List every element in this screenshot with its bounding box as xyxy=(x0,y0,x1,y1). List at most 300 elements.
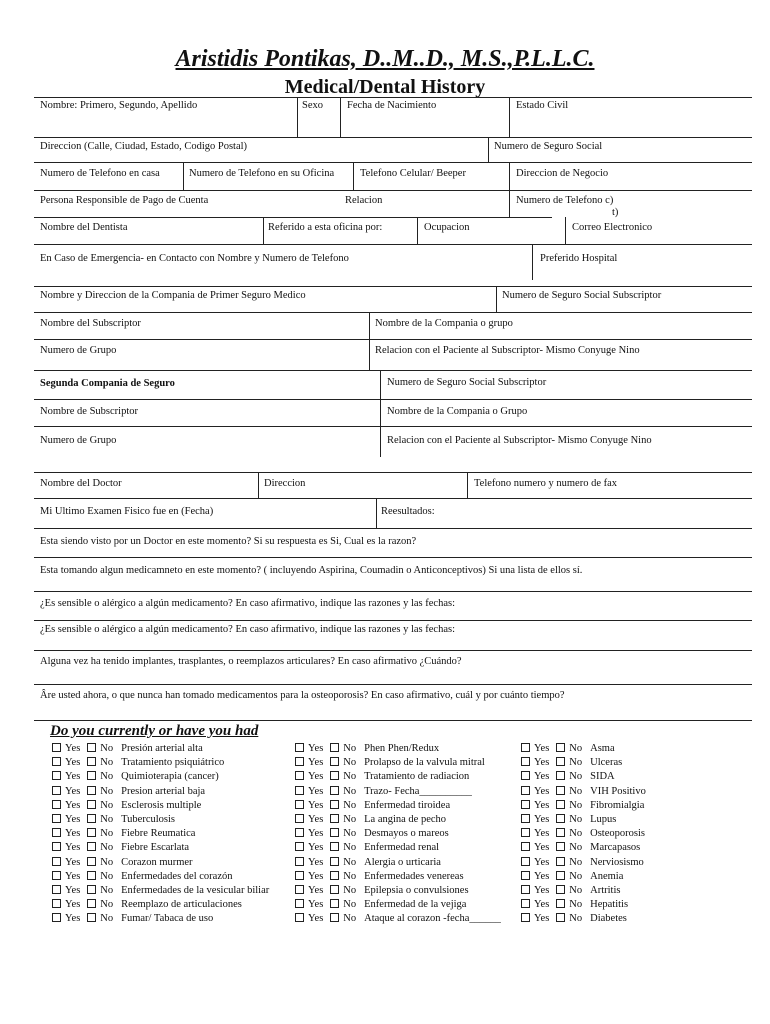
yes-label: Yes xyxy=(65,870,81,882)
no-checkbox[interactable] xyxy=(556,771,565,780)
yes-checkbox[interactable] xyxy=(521,871,530,880)
condition-row xyxy=(521,770,646,784)
divider xyxy=(509,162,510,190)
condition-label: Reemplazo de articulaciones xyxy=(121,899,242,911)
condition-row xyxy=(52,827,269,841)
no-checkbox[interactable] xyxy=(87,871,96,880)
no-label: No xyxy=(100,870,114,882)
yes-label: Yes xyxy=(534,813,550,825)
no-checkbox[interactable] xyxy=(330,899,339,908)
condition-row xyxy=(521,841,646,855)
no-checkbox[interactable] xyxy=(330,757,339,766)
condition-row xyxy=(521,799,646,813)
ss-subscriptor2-label: Numero de Seguro Social Subscriptor xyxy=(387,377,547,388)
no-checkbox[interactable] xyxy=(330,786,339,795)
yes-label: Yes xyxy=(65,799,81,811)
condition-row xyxy=(52,841,269,855)
no-checkbox[interactable] xyxy=(87,857,96,866)
yes-label: Yes xyxy=(534,856,550,868)
ocupacion-label: Ocupacion xyxy=(424,222,470,233)
condition-label: Enfermedades venereas xyxy=(364,870,464,882)
no-label: No xyxy=(343,842,357,854)
yes-label: Yes xyxy=(308,842,324,854)
condition-label: Fiebre Escarlata xyxy=(121,842,190,854)
no-label: No xyxy=(569,771,583,783)
no-label: No xyxy=(569,842,583,854)
no-checkbox[interactable] xyxy=(330,885,339,894)
divider xyxy=(34,370,752,371)
no-checkbox[interactable] xyxy=(87,743,96,752)
condition-row xyxy=(521,756,646,770)
yes-checkbox[interactable] xyxy=(521,828,530,837)
no-checkbox[interactable] xyxy=(330,814,339,823)
divider xyxy=(34,620,752,621)
condition-label: Prolapso de la valvula mitral xyxy=(364,757,485,769)
no-label: No xyxy=(343,785,357,797)
no-label: No xyxy=(100,899,114,911)
yes-label: Yes xyxy=(534,828,550,840)
doctor-direccion-label: Direccion xyxy=(264,478,306,489)
numero-grupo2-label: Numero de Grupo xyxy=(40,435,117,446)
correo-label: Correo Electronico xyxy=(572,222,653,233)
yes-label: Yes xyxy=(308,856,324,868)
condition-label: Trazo- Fecha__________ xyxy=(364,785,472,797)
divider xyxy=(380,370,381,457)
condition-row xyxy=(521,827,646,841)
tel-t-label: t) xyxy=(612,207,619,218)
resultados-label: Reesultados: xyxy=(381,506,435,517)
tel-oficina-label: Numero de Telefono en su Oficina xyxy=(189,168,335,179)
responsable-label: Persona Responsible de Pago de Cuenta xyxy=(40,195,209,206)
divider xyxy=(34,684,752,685)
divider xyxy=(34,339,752,340)
condition-row xyxy=(295,898,501,912)
dir-negocio-label: Direccion de Negocio xyxy=(516,168,609,179)
direccion-label: Direccion (Calle, Ciudad, Estado, Codigo Postal) xyxy=(40,141,248,152)
yes-checkbox[interactable] xyxy=(521,757,530,766)
divider xyxy=(509,97,510,137)
question-alergia-2: ¿Es sensible o alérgico a algún medicamento? En caso afirmativo, indique las razones y las fechas: xyxy=(40,624,455,635)
no-checkbox[interactable] xyxy=(330,842,339,851)
no-checkbox[interactable] xyxy=(87,786,96,795)
yes-label: Yes xyxy=(534,799,550,811)
condition-label: Esclerosis multiple xyxy=(121,799,202,811)
yes-label: Yes xyxy=(534,743,550,754)
condition-label: Enfermedad tiroidea xyxy=(364,799,451,811)
relacion-paciente2-label: Relacion con el Paciente al Subscriptor- Mismo Conyuge Nino xyxy=(387,435,652,446)
no-label: No xyxy=(100,757,114,769)
yes-checkbox[interactable] xyxy=(521,913,530,922)
no-checkbox[interactable] xyxy=(556,899,565,908)
tel-casa-label: Numero de Telefono en casa xyxy=(40,168,160,179)
no-label: No xyxy=(343,813,357,825)
no-checkbox[interactable] xyxy=(87,899,96,908)
divider xyxy=(369,312,370,370)
no-label: No xyxy=(100,813,114,825)
conditions-column-1 xyxy=(52,742,269,926)
no-label: No xyxy=(343,771,357,783)
condition-label: Enfermedad de la vejiga xyxy=(364,899,467,911)
condition-row xyxy=(521,912,646,926)
page-title: Aristidis Pontikas, D..M..D., M.S.,P.L.L.C. xyxy=(175,46,595,72)
condition-label: Hepatitis xyxy=(590,899,629,911)
condition-label: Presion arterial baja xyxy=(121,785,206,797)
yes-label: Yes xyxy=(308,799,324,811)
condition-label: Diabetes xyxy=(590,913,627,925)
yes-label: Yes xyxy=(308,884,324,896)
yes-checkbox[interactable] xyxy=(52,913,61,922)
no-checkbox[interactable] xyxy=(556,800,565,809)
condition-label: SIDA xyxy=(590,771,615,783)
condition-label: Artritis xyxy=(590,884,621,896)
emergencia-label: En Caso de Emergencia- en Contacto con Nombre y Numero de Telefono xyxy=(40,253,349,264)
yes-checkbox[interactable] xyxy=(521,899,530,908)
divider xyxy=(297,97,298,137)
compania-grupo-label: Nombre de la Compania o grupo xyxy=(375,318,513,329)
page-subtitle: Medical/Dental History xyxy=(284,76,486,98)
yes-checkbox[interactable] xyxy=(295,913,304,922)
yes-label: Yes xyxy=(65,757,81,769)
yes-checkbox[interactable] xyxy=(295,885,304,894)
no-label: No xyxy=(100,799,114,811)
divider xyxy=(34,650,752,651)
no-label: No xyxy=(569,799,583,811)
no-label: No xyxy=(100,785,114,797)
condition-row xyxy=(295,742,501,756)
yes-checkbox[interactable] xyxy=(295,743,304,752)
divider xyxy=(34,591,752,592)
yes-checkbox[interactable] xyxy=(295,771,304,780)
doctor-telefono-label: Telefono numero y numero de fax xyxy=(474,478,618,489)
condition-label: Tratamiento psiquiátrico xyxy=(121,757,225,769)
no-label: No xyxy=(343,743,357,754)
yes-label: Yes xyxy=(308,870,324,882)
conditions-column-2 xyxy=(295,742,501,926)
numero-grupo-label: Numero de Grupo xyxy=(40,345,117,356)
divider xyxy=(34,312,752,313)
no-checkbox[interactable] xyxy=(556,786,565,795)
yes-label: Yes xyxy=(308,743,324,754)
yes-label: Yes xyxy=(308,771,324,783)
yes-label: Yes xyxy=(65,813,81,825)
condition-row xyxy=(521,884,646,898)
yes-label: Yes xyxy=(65,743,81,754)
no-checkbox[interactable] xyxy=(330,800,339,809)
yes-checkbox[interactable] xyxy=(295,786,304,795)
divider xyxy=(34,720,752,721)
condition-row xyxy=(295,785,501,799)
yes-label: Yes xyxy=(534,842,550,854)
no-checkbox[interactable] xyxy=(556,828,565,837)
condition-label: Epilepsia o convulsiones xyxy=(364,884,469,896)
nombre-subscriptor2-label: Nombre de Subscriptor xyxy=(40,406,138,417)
no-label: No xyxy=(569,757,583,769)
seguro-social-label: Numero de Seguro Social xyxy=(494,141,603,152)
condition-label: Enfermedades del corazón xyxy=(121,870,233,882)
compania-grupo2-label: Nombre de la Compania o Grupo xyxy=(387,406,528,417)
yes-label: Yes xyxy=(65,785,81,797)
question-medicamento: Esta tomando algun medicamneto en este momento? ( incluyendo Aspirina, Coumadin o Anticonceptivos) Si una lista de ellos sí. xyxy=(40,565,583,576)
divider xyxy=(34,426,752,427)
yes-label: Yes xyxy=(534,785,550,797)
yes-label: Yes xyxy=(308,813,324,825)
yes-checkbox[interactable] xyxy=(52,899,61,908)
no-label: No xyxy=(100,856,114,868)
yes-label: Yes xyxy=(308,785,324,797)
yes-checkbox[interactable] xyxy=(295,899,304,908)
condition-label: Corazon murmer xyxy=(121,856,193,868)
yes-checkbox[interactable] xyxy=(52,857,61,866)
condition-row xyxy=(295,856,501,870)
yes-label: Yes xyxy=(534,870,550,882)
no-checkbox[interactable] xyxy=(330,771,339,780)
divider xyxy=(34,244,752,245)
seguro-primer-label: Nombre y Direccion de la Compania de Primer Seguro Medico xyxy=(40,290,306,301)
relacion-paciente-label: Relacion con el Paciente al Subscriptor- Mismo Conyuge Nino xyxy=(375,345,640,356)
condition-label: Marcapasos xyxy=(590,842,641,854)
no-checkbox[interactable] xyxy=(556,871,565,880)
yes-checkbox[interactable] xyxy=(52,814,61,823)
condition-label: Fiebre Reumatica xyxy=(121,828,196,840)
yes-checkbox[interactable] xyxy=(521,771,530,780)
condition-label: Enfermedades de la vesicular biliar xyxy=(121,884,270,896)
no-checkbox[interactable] xyxy=(556,743,565,752)
condition-row xyxy=(295,770,501,784)
no-label: No xyxy=(569,899,583,911)
no-checkbox[interactable] xyxy=(556,757,565,766)
no-label: No xyxy=(100,884,114,896)
yes-checkbox[interactable] xyxy=(295,842,304,851)
divider xyxy=(183,162,184,190)
condition-label: Presión arterial alta xyxy=(121,743,203,754)
yes-checkbox[interactable] xyxy=(521,857,530,866)
divider xyxy=(258,472,259,498)
no-checkbox[interactable] xyxy=(87,842,96,851)
nombre-label: Nombre: Primero, Segundo, Apellido xyxy=(40,100,198,111)
no-checkbox[interactable] xyxy=(87,814,96,823)
divider xyxy=(34,97,752,98)
yes-checkbox[interactable] xyxy=(295,871,304,880)
yes-checkbox[interactable] xyxy=(52,885,61,894)
condition-row xyxy=(521,785,646,799)
no-checkbox[interactable] xyxy=(87,885,96,894)
no-checkbox[interactable] xyxy=(330,913,339,922)
relacion-label: Relacion xyxy=(345,195,383,206)
yes-label: Yes xyxy=(308,913,324,925)
divider xyxy=(340,97,341,137)
yes-checkbox[interactable] xyxy=(52,743,61,752)
yes-checkbox[interactable] xyxy=(295,828,304,837)
yes-checkbox[interactable] xyxy=(521,814,530,823)
condition-label: Tratamiento de radiacion xyxy=(364,771,470,783)
condition-label: Ulceras xyxy=(590,757,623,769)
no-label: No xyxy=(569,828,583,840)
divider xyxy=(488,137,489,162)
condition-label: Fibromialgia xyxy=(590,799,645,811)
yes-checkbox[interactable] xyxy=(521,885,530,894)
yes-label: Yes xyxy=(65,899,81,911)
divider xyxy=(34,286,752,287)
condition-label: Lupus xyxy=(590,813,617,825)
divider xyxy=(509,190,510,217)
yes-checkbox[interactable] xyxy=(295,814,304,823)
yes-checkbox[interactable] xyxy=(295,757,304,766)
condition-row xyxy=(52,813,269,827)
yes-checkbox[interactable] xyxy=(52,842,61,851)
condition-row xyxy=(52,870,269,884)
no-label: No xyxy=(569,913,583,925)
condition-row xyxy=(521,742,646,756)
yes-label: Yes xyxy=(534,884,550,896)
divider xyxy=(34,472,752,473)
condition-row xyxy=(52,770,269,784)
no-label: No xyxy=(569,856,583,868)
estado-civil-label: Estado Civil xyxy=(516,100,569,111)
condition-label: Alergia o urticaria xyxy=(364,856,441,868)
yes-label: Yes xyxy=(534,913,550,925)
tel-c-label: Numero de Telefono c) xyxy=(516,195,614,206)
yes-checkbox[interactable] xyxy=(52,871,61,880)
divider xyxy=(496,286,497,312)
no-checkbox[interactable] xyxy=(330,871,339,880)
no-label: No xyxy=(343,913,357,925)
no-checkbox[interactable] xyxy=(87,771,96,780)
condition-row xyxy=(295,827,501,841)
condition-row xyxy=(52,756,269,770)
yes-label: Yes xyxy=(308,899,324,911)
yes-label: Yes xyxy=(534,757,550,769)
no-checkbox[interactable] xyxy=(556,885,565,894)
no-checkbox[interactable] xyxy=(87,913,96,922)
no-label: No xyxy=(100,771,114,783)
yes-checkbox[interactable] xyxy=(521,743,530,752)
condition-label: Quimioterapia (cancer) xyxy=(121,771,219,783)
conditions-column-3 xyxy=(521,742,646,926)
condition-row xyxy=(295,813,501,827)
question-doctor: Esta siendo visto por un Doctor en este momento? Si su respuesta es Si, Cual es la razon? xyxy=(40,536,417,547)
divider xyxy=(417,217,418,244)
dentista-label: Nombre del Dentista xyxy=(40,222,128,233)
condition-label: Anemia xyxy=(590,870,624,882)
no-label: No xyxy=(569,743,583,754)
yes-checkbox[interactable] xyxy=(521,800,530,809)
condition-row xyxy=(521,870,646,884)
no-label: No xyxy=(343,828,357,840)
divider xyxy=(34,162,752,163)
condition-row xyxy=(52,912,269,926)
yes-label: Yes xyxy=(534,899,550,911)
no-label: No xyxy=(569,870,583,882)
tel-celular-label: Telefono Celular/ Beeper xyxy=(360,168,466,179)
yes-checkbox[interactable] xyxy=(521,786,530,795)
divider xyxy=(353,162,354,190)
divider xyxy=(34,399,752,400)
divider xyxy=(263,217,264,244)
divider xyxy=(34,498,752,499)
no-checkbox[interactable] xyxy=(556,814,565,823)
no-label: No xyxy=(569,813,583,825)
yes-checkbox[interactable] xyxy=(52,771,61,780)
condition-row xyxy=(52,799,269,813)
no-checkbox[interactable] xyxy=(556,857,565,866)
no-checkbox[interactable] xyxy=(87,800,96,809)
condition-label: Desmayos o mareos xyxy=(364,828,449,840)
yes-checkbox[interactable] xyxy=(52,800,61,809)
condition-row xyxy=(521,898,646,912)
condition-row xyxy=(521,813,646,827)
condition-row xyxy=(295,799,501,813)
no-label: No xyxy=(100,842,114,854)
no-checkbox[interactable] xyxy=(330,828,339,837)
condition-row xyxy=(52,856,269,870)
yes-checkbox[interactable] xyxy=(295,800,304,809)
condition-row xyxy=(52,898,269,912)
nombre-subscriptor-label: Nombre del Subscriptor xyxy=(40,318,141,329)
divider xyxy=(34,528,752,529)
yes-label: Yes xyxy=(308,828,324,840)
no-checkbox[interactable] xyxy=(87,757,96,766)
no-label: No xyxy=(343,899,357,911)
no-label: No xyxy=(343,870,357,882)
question-alergia-1: ¿Es sensible o alérgico a algún medicamento? En caso afirmativo, indique las razones y las fechas: xyxy=(40,598,455,609)
condition-label: Enfermedad renal xyxy=(364,842,440,854)
divider xyxy=(34,190,752,191)
yes-label: Yes xyxy=(65,828,81,840)
question-implantes: Alguna vez ha tenido implantes, trasplantes, o reemplazos articulares? En caso afirmativo ¿Cuándo? xyxy=(40,656,462,667)
condition-label: Osteoporosis xyxy=(590,828,645,840)
no-checkbox[interactable] xyxy=(330,743,339,752)
yes-checkbox[interactable] xyxy=(52,828,61,837)
yes-checkbox[interactable] xyxy=(52,757,61,766)
yes-label: Yes xyxy=(534,771,550,783)
condition-row xyxy=(295,756,501,770)
condition-label: Phen Phen/Redux xyxy=(364,743,440,754)
condition-label: VIH Positivo xyxy=(590,785,646,797)
question-osteoporosis: Âre usted ahora, o que nunca han tomado medicamentos para la osteoporosis? En caso afirmativo, cuál y por cuánto tiempo? xyxy=(40,690,565,701)
condition-row xyxy=(52,884,269,898)
no-checkbox[interactable] xyxy=(330,857,339,866)
doctor-label: Nombre del Doctor xyxy=(40,478,122,489)
hospital-label: Preferido Hospital xyxy=(540,253,618,264)
condition-row xyxy=(52,785,269,799)
no-checkbox[interactable] xyxy=(556,913,565,922)
yes-label: Yes xyxy=(65,842,81,854)
no-checkbox[interactable] xyxy=(87,828,96,837)
yes-checkbox[interactable] xyxy=(52,786,61,795)
condition-label: Nerviosismo xyxy=(590,856,644,868)
yes-label: Yes xyxy=(65,771,81,783)
no-checkbox[interactable] xyxy=(556,842,565,851)
condition-label: Tuberculosis xyxy=(121,813,175,825)
condition-row xyxy=(295,884,501,898)
conditions-heading: Do you currently or have you had xyxy=(50,723,259,739)
condition-row xyxy=(52,742,269,756)
divider xyxy=(34,557,752,558)
condition-label: Asma xyxy=(590,743,615,754)
yes-checkbox[interactable] xyxy=(295,857,304,866)
condition-row xyxy=(295,870,501,884)
divider xyxy=(467,472,468,498)
examen-label: Mi Ultimo Examen Fisico fue en (Fecha) xyxy=(40,506,214,517)
condition-row xyxy=(521,856,646,870)
no-label: No xyxy=(343,884,357,896)
divider xyxy=(34,137,752,138)
yes-checkbox[interactable] xyxy=(521,842,530,851)
yes-label: Yes xyxy=(65,856,81,868)
no-label: No xyxy=(343,757,357,769)
yes-label: Yes xyxy=(65,913,81,925)
condition-label: Ataque al corazon -fecha______ xyxy=(364,913,501,925)
